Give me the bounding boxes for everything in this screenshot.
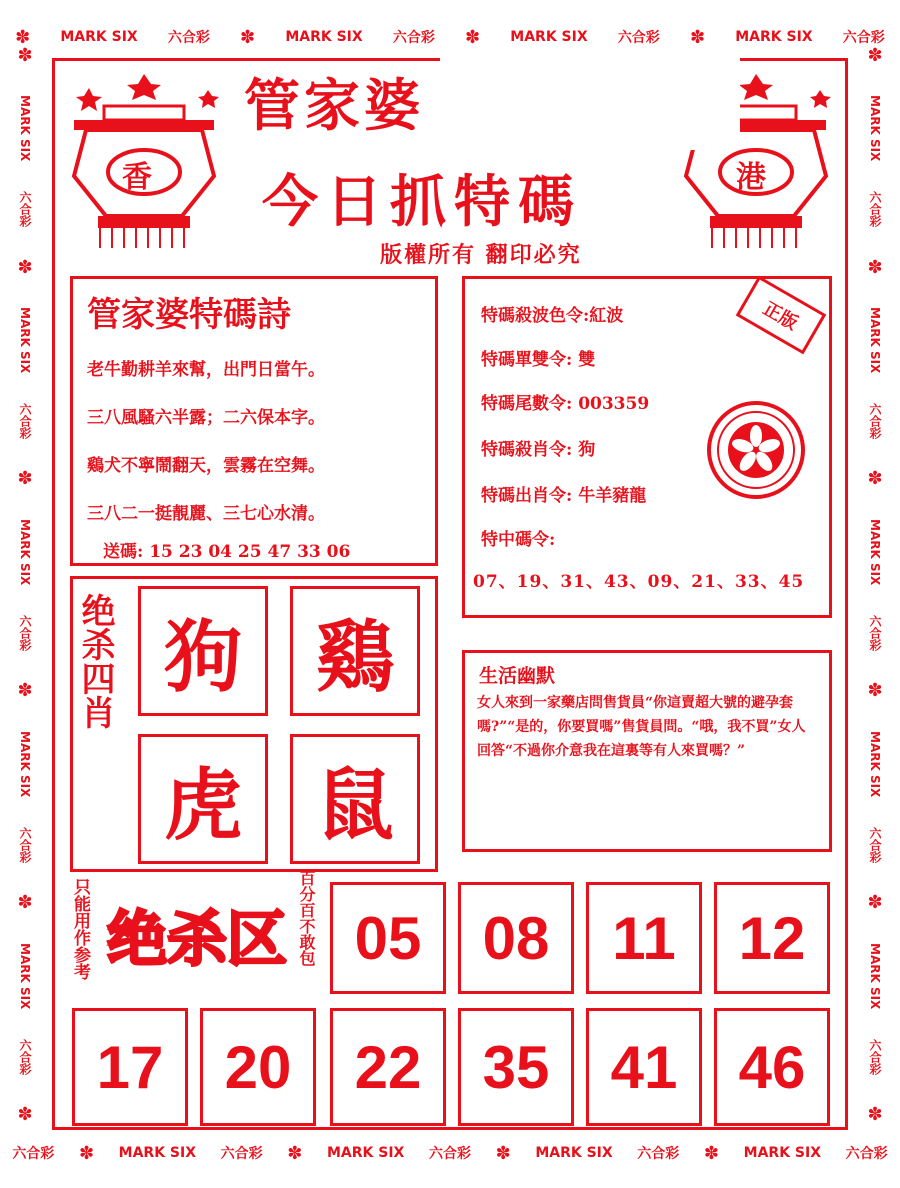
flower-icon: ✽ <box>17 44 33 66</box>
border-text: MARK SIX <box>868 307 882 374</box>
flower-icon: ✽ <box>867 44 883 66</box>
bauhinia-seal-icon <box>706 400 806 500</box>
flower-icon: ✽ <box>867 1104 883 1126</box>
kill-number: 12 <box>714 882 830 994</box>
info-line: 特中碼令: <box>481 530 556 550</box>
lantern-left-char: 香 <box>122 160 152 195</box>
flower-icon: ✽ <box>867 892 883 914</box>
border-text: MARK SIX <box>60 29 138 45</box>
flower-icon: ✽ <box>867 256 883 278</box>
border-logo: 六合彩 <box>167 30 210 46</box>
poem-title: 管家婆特碼詩 <box>87 295 291 335</box>
kill-number: 22 <box>330 1008 446 1126</box>
flower-icon: ✽ <box>867 468 883 490</box>
poem-line: 三八二一挺靚麗、三七心水清。 <box>87 504 325 524</box>
border-text: MARK SIX <box>285 29 363 45</box>
kill-number: 08 <box>458 882 574 994</box>
send-numbers: 送碼: 15 23 04 25 47 33 06 <box>103 542 351 562</box>
kill-number: 17 <box>72 1008 188 1126</box>
flower-icon: ✽ <box>78 1142 95 1164</box>
zodiac-dog: 狗 <box>138 586 268 716</box>
page-subtitle: 今日抓特碼 <box>262 169 582 235</box>
border-logo: 六合彩 <box>868 1038 882 1075</box>
border-text: MARK SIX <box>735 29 813 45</box>
humor-box <box>462 650 832 852</box>
border-text: MARK SIX <box>118 1145 197 1161</box>
kill-number: 35 <box>458 1008 574 1126</box>
info-line: 特碼殺肖令: 狗 <box>481 440 596 460</box>
zodiac-rat: 鼠 <box>290 734 420 864</box>
reference-note: 只能用作参考 <box>70 878 90 980</box>
border-logo: 六合彩 <box>868 614 882 651</box>
flower-icon: ✽ <box>17 892 33 914</box>
kill-number: 05 <box>330 882 446 994</box>
border-text: MARK SIX <box>18 518 32 586</box>
flower-icon: ✽ <box>15 26 31 48</box>
border-logo: 六合彩 <box>18 1038 32 1075</box>
right-border-strip <box>858 30 892 1140</box>
humor-title: 生活幽默 <box>479 665 556 687</box>
stamp-zhengban: 正版 <box>736 276 827 355</box>
border-text: MARK SIX <box>18 942 32 1010</box>
border-logo: 六合彩 <box>617 30 660 46</box>
kill-number: 46 <box>714 1008 830 1126</box>
border-logo: 六合彩 <box>868 826 882 863</box>
kill-number: 41 <box>586 1008 702 1126</box>
blank-patch <box>440 56 740 150</box>
poem-line: 三八風騷六半露；二六保本字。 <box>87 408 325 428</box>
page-title: 管家婆 <box>244 73 424 139</box>
copyright-notice: 版權所有 翻印必究 <box>380 242 582 268</box>
zodiac-side-label: 绝杀四肖 <box>75 593 115 729</box>
flower-icon: ✽ <box>495 1142 511 1164</box>
info-line: 特碼單雙令: 雙 <box>481 350 596 370</box>
info-line: 特碼殺波色令:紅波 <box>481 306 624 326</box>
kill-number: 11 <box>586 882 702 994</box>
humor-body: 女人來到一家藥店問售貨員“你這賣超大號的避孕套嗎?”“是的，你要買嗎”售貨員問。“哦，我不買”女人回答“不過你介意我在這裏等有人來買嗎？” <box>477 695 806 759</box>
border-logo: 六合彩 <box>868 402 882 439</box>
info-line: 特碼尾數令: 003359 <box>481 394 650 414</box>
kill-number: 20 <box>200 1008 316 1126</box>
flower-icon: ✽ <box>703 1142 720 1164</box>
border-text: MARK SIX <box>743 1145 821 1161</box>
border-logo: 六合彩 <box>220 1146 263 1162</box>
lantern-right-char: 港 <box>736 160 766 195</box>
border-logo: 六合彩 <box>12 1146 55 1162</box>
border-text: MARK SIX <box>868 518 882 586</box>
flower-icon: ✽ <box>867 680 883 702</box>
border-text: MARK SIX <box>18 307 32 374</box>
flower-icon: ✽ <box>465 26 481 48</box>
flower-icon: ✽ <box>287 1142 303 1164</box>
kill-zone-label: 绝杀区 <box>107 905 287 975</box>
border-logo: 六合彩 <box>18 826 32 863</box>
border-logo: 六合彩 <box>637 1146 680 1162</box>
border-logo: 六合彩 <box>18 191 32 228</box>
border-text: MARK SIX <box>18 730 32 798</box>
left-border-strip <box>8 30 42 1140</box>
poem-line: 鷄犬不寧鬧翻天，雲霧在空舞。 <box>87 456 325 476</box>
flower-icon: ✽ <box>17 468 33 490</box>
bottom-border-strip <box>0 1138 900 1168</box>
border-logo: 六合彩 <box>18 402 32 439</box>
border-text: MARK SIX <box>868 95 882 162</box>
poem-box <box>70 276 438 566</box>
border-text: MARK SIX <box>510 29 588 45</box>
flower-icon: ✽ <box>240 26 256 48</box>
border-logo: 六合彩 <box>845 1146 888 1162</box>
border-logo: 六合彩 <box>18 614 32 651</box>
border-text: MARK SIX <box>326 1145 405 1161</box>
top-border-strip <box>0 22 900 52</box>
border-text: MARK SIX <box>535 1145 613 1161</box>
zodiac-tiger: 虎 <box>138 734 268 864</box>
border-text: MARK SIX <box>868 942 882 1010</box>
border-logo: 六合彩 <box>868 191 882 228</box>
guarantee-note: 百分百不敢包 <box>297 870 316 966</box>
zodiac-rooster: 鷄 <box>290 586 420 716</box>
border-text: MARK SIX <box>868 730 882 798</box>
border-logo: 六合彩 <box>842 30 885 46</box>
flower-icon: ✽ <box>17 256 33 278</box>
poem-line: 老牛勤耕羊來幫，出門日當午。 <box>87 360 325 380</box>
border-logo: 六合彩 <box>392 30 435 46</box>
border-logo: 六合彩 <box>428 1146 471 1162</box>
flower-icon: ✽ <box>17 680 33 702</box>
flower-icon: ✽ <box>17 1104 33 1126</box>
border-text: MARK SIX <box>18 95 32 162</box>
info-line: 特碼出肖令: 牛羊豬龍 <box>481 486 647 506</box>
flower-icon: ✽ <box>689 26 706 48</box>
special-numbers: 07、19、31、43、09、21、33、45 <box>473 572 805 592</box>
